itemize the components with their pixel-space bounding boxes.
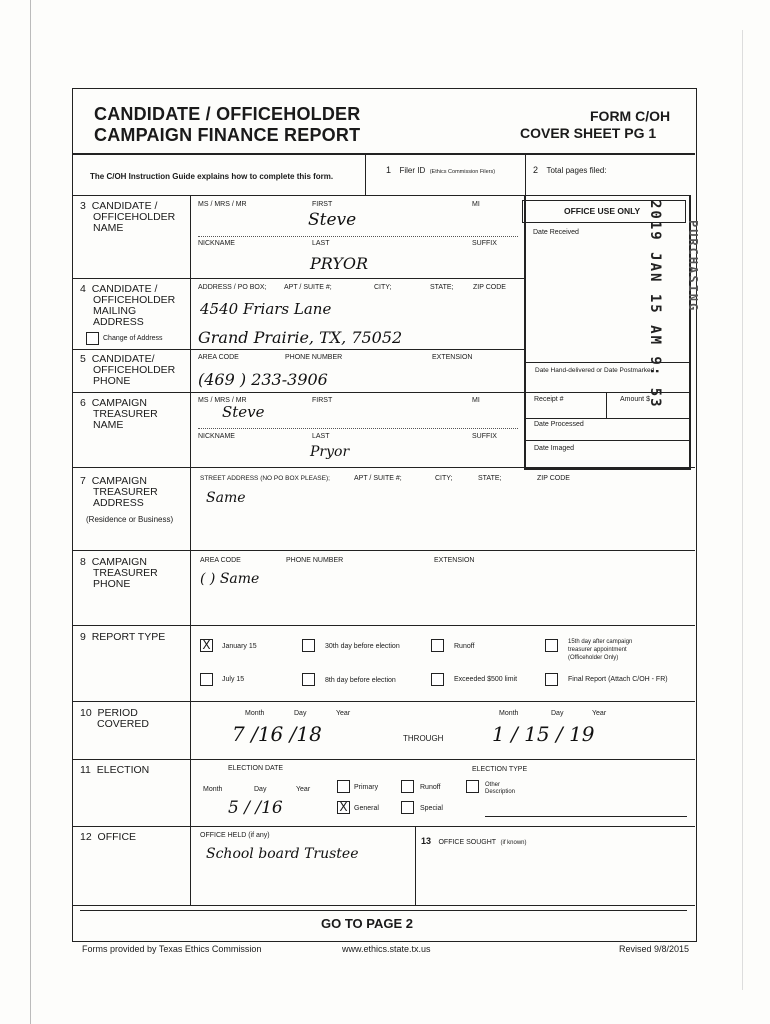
s6-first-value[interactable]: Steve: [222, 403, 265, 421]
receipt-label: Receipt #: [534, 396, 564, 403]
s3-suffix-label: SUFFIX: [472, 240, 497, 247]
s7-state-label: STATE;: [478, 475, 502, 482]
s6-ms-label: MS / MRS / MR: [198, 397, 247, 404]
jul15-checkbox[interactable]: [200, 673, 213, 686]
s10-bottom: [72, 759, 695, 760]
s8-phone-label: PHONE NUMBER: [286, 557, 344, 564]
runoff-checkbox[interactable]: [431, 639, 444, 652]
special-checkbox[interactable]: [401, 801, 414, 814]
jan15-checkbox[interactable]: [200, 639, 213, 652]
go-to-page-2: GO TO PAGE 2: [321, 916, 413, 931]
footer-left: Forms provided by Texas Ethics Commission: [82, 944, 262, 954]
date-hand-delivered-label: Date Hand-delivered or Date Postmarked: [535, 367, 655, 374]
s5-area-label: AREA CODE: [198, 354, 239, 361]
s8-ext-label: EXTENSION: [434, 557, 475, 564]
primary-checkbox[interactable]: [337, 780, 350, 793]
s11-month-label: Month: [203, 786, 223, 793]
s6-first-label: FIRST: [312, 397, 333, 404]
office-use-title: OFFICE USE ONLY: [564, 206, 641, 216]
s7-bottom: [72, 550, 695, 551]
s11-day-label: Day: [254, 786, 267, 793]
s8-phone-value[interactable]: ( ) Same: [200, 571, 260, 587]
general-checkbox[interactable]: [337, 801, 350, 814]
final-report-label: Final Report (Attach C/OH - FR): [568, 676, 668, 683]
s11-date-value[interactable]: 5 / /16: [228, 798, 283, 818]
s10-label: 10 PERIOD COVERED: [80, 707, 149, 730]
header-rule: [72, 153, 695, 155]
s3-last-value[interactable]: PRYOR: [310, 254, 369, 273]
s5-phone-value[interactable]: (469 ) 233-3906: [198, 370, 328, 389]
general-check-mark: X: [339, 800, 348, 814]
filer-id-label: 1 Filer ID (Ethics Commission Filers): [386, 165, 496, 175]
other-label: Other Description: [485, 782, 516, 795]
purchasing-stamp: PURCHASING: [686, 220, 700, 313]
s8-label: 8 CAMPAIGN TREASURER PHONE: [80, 556, 158, 590]
office-use-box: [524, 195, 691, 470]
primary-label: Primary: [354, 784, 379, 791]
other-description-line: [485, 816, 687, 817]
general-label: General: [354, 805, 379, 812]
s10-from-value[interactable]: 7 /16 /18: [232, 722, 322, 746]
s10-to-value[interactable]: 1 / 15 / 19: [492, 722, 595, 746]
day30-checkbox[interactable]: [302, 639, 315, 652]
form-sheet: COVER SHEET PG 1: [520, 125, 657, 141]
s3-last-label: LAST: [312, 240, 330, 247]
s3-dotted-line: [198, 236, 518, 237]
s12-office-held-label: OFFICE HELD (if any): [200, 832, 270, 839]
s10-to-day-label: Day: [551, 710, 564, 717]
s4-address-label: ADDRESS / PO BOX;: [198, 284, 267, 291]
s3-first-value[interactable]: Steve: [308, 210, 357, 230]
s12-office-held-value[interactable]: School board Trustee: [206, 846, 359, 862]
form-title-line1: CANDIDATE / OFFICEHOLDER: [94, 104, 361, 124]
s7-zip-label: ZIP CODE: [537, 475, 570, 482]
change-of-address-checkbox[interactable]: [86, 332, 99, 345]
s3-nickname-label: NICKNAME: [198, 240, 235, 247]
filer-divider: [365, 153, 366, 195]
s3-ms-label: MS / MRS / MR: [198, 201, 247, 208]
exceeded-label: Exceeded $500 limit: [454, 676, 518, 683]
s7-residence-note: (Residence or Business): [86, 515, 174, 524]
s13-label: 13 OFFICE SOUGHT (if known): [421, 836, 527, 846]
s12-bottom-double: [80, 910, 687, 911]
s11-runoff-label: Runoff: [420, 784, 441, 791]
s11-bottom: [72, 826, 695, 827]
total-pages-divider: [525, 153, 526, 195]
s10-from-year-label: Year: [336, 710, 351, 717]
s8-area-label: AREA CODE: [200, 557, 241, 564]
total-pages-label: 2 Total pages filed:: [533, 165, 607, 175]
day15-after-checkbox[interactable]: [545, 639, 558, 652]
s4-label: 4 CANDIDATE / OFFICEHOLDER MAILING ADDRESS: [80, 283, 176, 328]
s3-bottom: [72, 278, 524, 279]
s5-bottom: [72, 392, 524, 393]
jan15-check-mark: X: [202, 638, 211, 652]
s10-from-day-label: Day: [294, 710, 307, 717]
s11-year-label: Year: [296, 786, 311, 793]
s6-label: 6 CAMPAIGN TREASURER NAME: [80, 397, 158, 431]
s5-phone-label: PHONE NUMBER: [285, 354, 343, 361]
s7-address-value[interactable]: Same: [206, 490, 246, 506]
s8-bottom: [72, 625, 695, 626]
change-of-address-label: Change of Address: [103, 335, 163, 342]
s4-apt-label: APT / SUITE #;: [284, 284, 332, 291]
s11-runoff-checkbox[interactable]: [401, 780, 414, 793]
day8-label: 8th day before election: [325, 677, 396, 684]
receipt-divider: [606, 392, 607, 418]
s3-label: 3 CANDIDATE / OFFICEHOLDER NAME: [80, 200, 176, 234]
s6-dotted-line: [198, 428, 518, 429]
form-code: FORM C/OH: [590, 108, 671, 124]
amount-label: Amount $: [620, 396, 650, 403]
s11-election-type-title: ELECTION TYPE: [472, 766, 528, 773]
day8-checkbox[interactable]: [302, 673, 315, 686]
s10-through-label: THROUGH: [403, 734, 444, 743]
received-stamp: 2019 JAN 15 AM 9: 53: [647, 200, 663, 409]
s3-mi-label: MI: [472, 201, 480, 208]
s4-city-label: CITY;: [374, 284, 392, 291]
date-processed-label: Date Processed: [534, 421, 584, 428]
instruction-text: The C/OH Instruction Guide explains how to complete this form.: [90, 172, 334, 181]
s6-last-value[interactable]: Pryor: [310, 444, 350, 460]
s5-label: 5 CANDIDATE/ OFFICEHOLDER PHONE: [80, 353, 176, 387]
s4-state-label: STATE;: [430, 284, 454, 291]
office-use-divider-4: [524, 440, 689, 441]
s4-address-line2[interactable]: Grand Prairie, TX, 75052: [198, 328, 403, 347]
s4-address-line1[interactable]: 4540 Friars Lane: [200, 300, 332, 318]
s4-bottom: [72, 349, 524, 350]
s12-label: 12 OFFICE: [80, 831, 137, 843]
s9-bottom: [72, 701, 695, 702]
s10-from-month-label: Month: [245, 710, 265, 717]
s10-to-month-label: Month: [499, 710, 519, 717]
s3-first-label: FIRST: [312, 201, 333, 208]
special-label: Special: [420, 805, 443, 812]
s5-ext-label: EXTENSION: [432, 354, 473, 361]
s9-label: 9 REPORT TYPE: [80, 631, 166, 643]
final-report-checkbox[interactable]: [545, 673, 558, 686]
s6-nickname-label: NICKNAME: [198, 433, 235, 440]
footer-center[interactable]: www.ethics.state.tx.us: [342, 944, 431, 954]
office-use-divider-3: [524, 418, 689, 419]
s6-last-label: LAST: [312, 433, 330, 440]
form-title-line2: CAMPAIGN FINANCE REPORT: [94, 125, 361, 145]
date-imaged-label: Date Imaged: [534, 445, 575, 452]
s6-bottom: [72, 467, 695, 468]
exceeded-checkbox[interactable]: [431, 673, 444, 686]
left-scan-edge: [30, 0, 31, 1024]
office-use-divider-1: [524, 362, 689, 363]
right-scan-edge: [742, 30, 743, 990]
s10-to-year-label: Year: [592, 710, 607, 717]
runoff-label: Runoff: [454, 643, 475, 650]
s12-bottom: [72, 905, 695, 906]
s7-street-label: STREET ADDRESS (NO PO BOX PLEASE);: [200, 475, 330, 482]
s12-s13-divider: [415, 826, 416, 905]
day15-after-label: 15th day after campaign treasurer appointment (Officeholder Only): [568, 639, 633, 661]
s7-label: 7 CAMPAIGN TREASURER ADDRESS: [80, 475, 158, 509]
s6-mi-label: MI: [472, 397, 480, 404]
other-checkbox[interactable]: [466, 780, 479, 793]
s7-apt-label: APT / SUITE #;: [354, 475, 402, 482]
s4-zip-label: ZIP CODE: [473, 284, 506, 291]
day30-label: 30th day before election: [325, 643, 400, 650]
jul15-label: July 15: [222, 676, 245, 683]
footer-right: Revised 9/8/2015: [619, 944, 690, 954]
s6-suffix-label: SUFFIX: [472, 433, 497, 440]
s11-label: 11 ELECTION: [80, 764, 150, 776]
s11-election-date-title: ELECTION DATE: [228, 765, 284, 772]
s7-city-label: CITY;: [435, 475, 453, 482]
date-received-label: Date Received: [533, 229, 579, 236]
jan15-label: January 15: [222, 643, 257, 650]
